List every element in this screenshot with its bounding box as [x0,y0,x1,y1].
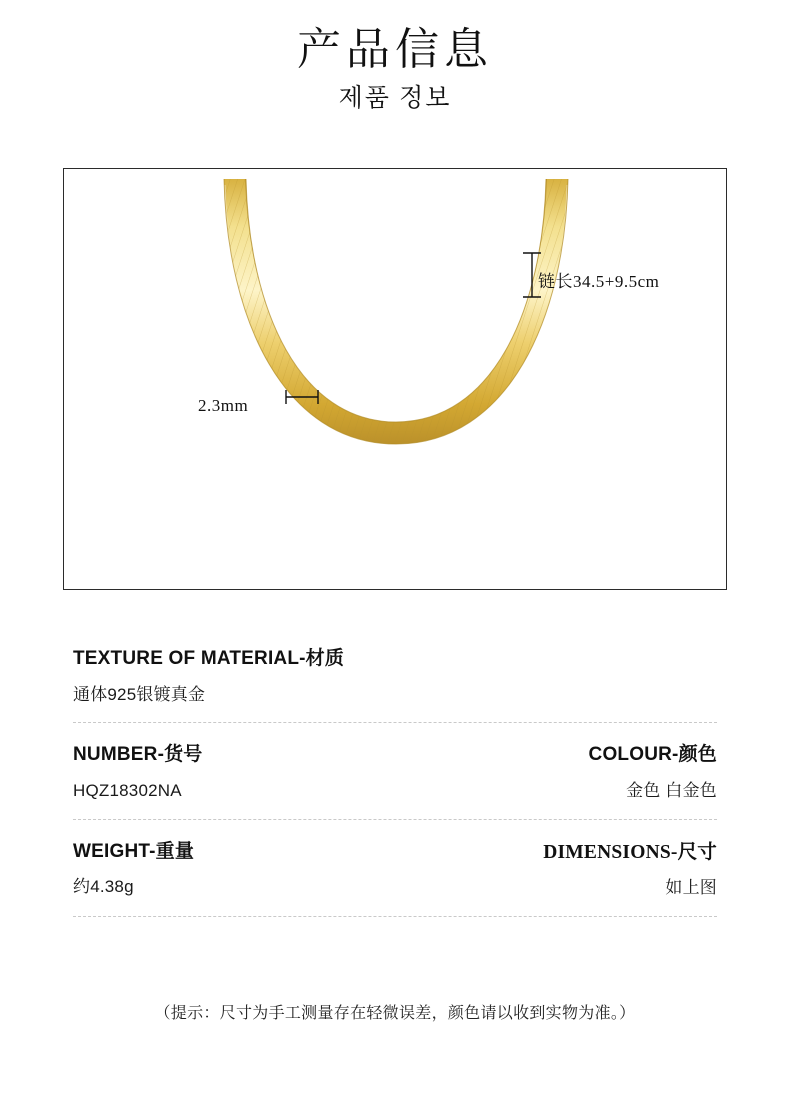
spec-label-dimensions: DIMENSIONS-尺寸 [543,841,717,863]
specifications-list [73,645,717,935]
spec-col-left [73,838,194,899]
necklace-illustration [64,169,727,590]
spec-value-colour: 金色 白金色 [626,780,717,800]
page-title-cn: 产品信息 [297,25,493,74]
spec-row-number-colour [73,741,717,818]
spec-label-weight: WEIGHT-重量 [73,840,195,862]
spec-row-weight-dimensions [73,838,717,916]
spec-col-right [589,741,717,802]
spec-value-dimensions: 如上图 [665,877,717,897]
spec-value-weight: 约4.38g [73,877,134,897]
spec-label-material: TEXTURE OF MATERIAL-材质 [73,648,345,669]
spec-label-colour: COLOUR-颜色 [588,744,717,766]
dimension-length-label: 链长34.5+9.5cm [538,272,660,291]
page-title-kr: 제품 정보 [338,85,452,112]
footnote-text: （提示：尺寸为手工测量存在轻微误差，颜色请以收到实物为准。） [154,1005,636,1022]
dimension-width-label: 2.3mm [198,396,249,415]
page-header [0,0,790,116]
spec-col-left [73,645,344,706]
divider [73,916,717,917]
spec-col-left [73,741,203,802]
spec-col-right [543,838,717,900]
spec-label-number: NUMBER-货号 [73,744,203,766]
spec-value-number: HQZ18302NA [73,780,182,800]
spec-value-material: 通体925银镀真金 [73,684,206,704]
spec-row-material [73,645,717,722]
divider [73,819,717,820]
divider [73,722,717,723]
product-image-panel [63,168,727,590]
